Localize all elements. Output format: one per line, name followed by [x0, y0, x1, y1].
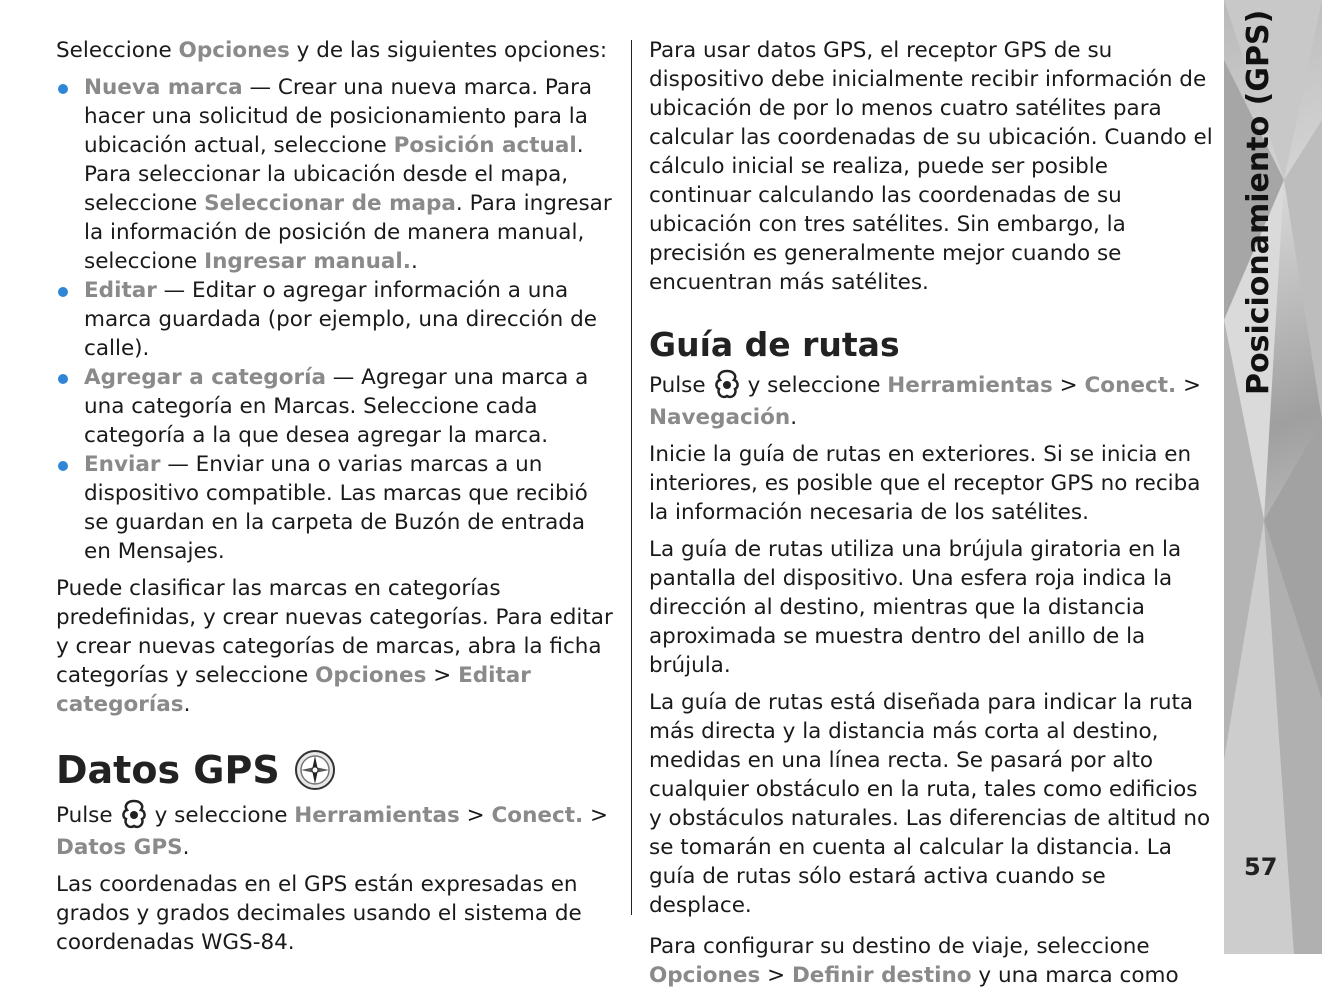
route-paragraph-4: Para configurar su destino de viaje, seleccione Opciones > Definir destino y una marca como [649, 934, 1179, 988]
datos-gps-heading: Datos GPS [56, 747, 618, 793]
route-paragraph-2: La guía de rutas utiliza una brújula giratoria en la pantalla del dispositivo. Una esfera roja indica la dirección al destino, mientras que la distancia aproximada se muestra dentro del anillo de la brújula. [649, 537, 1182, 678]
gps-press-instruction: Pulse y seleccione Herramientas > Conect. > Datos GPS. [56, 799, 618, 862]
gps-coordinates-paragraph: Las coordenadas en el GPS están expresadas en grados y grados decimales usando el sistema de coordenadas WGS-84. [56, 872, 582, 955]
list-item: Enviar — Enviar una o varias marcas a un dispositivo compatible. Las marcas que recibió se guardan en la carpeta de Buzón de entrada en Mensajes. [56, 450, 618, 566]
route-paragraph-1: Inicie la guía de rutas en exteriores. Si se inicia en interiores, es posible que el receptor GPS no reciba la información necesaria de los satélites. [649, 442, 1201, 525]
menu-key-icon [712, 369, 742, 403]
gps-compass-icon [294, 749, 336, 791]
right-column [649, 36, 1213, 998]
list-item: Editar — Editar o agregar información a una marca guardada (por ejemplo, una dirección de calle). [56, 276, 618, 363]
gps-usage-paragraph: Para usar datos GPS, el receptor GPS de su dispositivo debe inicialmente recibir información de ubicación de por lo menos cuatro satélites para calcular las coordenadas de su ubicación. Cuando el cálculo inicial se realiza, puede ser posible continuar calculando las coordenadas de su ubicación con tres satélites. Sin embargo, la precisión es generalmente mejor cuando se encuentran más satélites. [649, 38, 1213, 295]
route-press-instruction: Pulse y seleccione Herramientas > Conect. > Navegación. [649, 369, 1213, 432]
options-list [56, 73, 618, 566]
list-item: Nueva marca — Crear una nueva marca. Para hacer una solicitud de posicionamiento para la ubicación actual, seleccione Posición actual. Para seleccionar la ubicación desde el mapa, seleccione Seleccionar de mapa. Para ingresar la información de posición de manera manual, seleccione Ingresar manual.. [56, 73, 618, 276]
column-divider [631, 40, 632, 915]
classify-paragraph: Puede clasificar las marcas en categorías predefinidas, y crear nuevas categorías. Para editar y crear nuevas categorías de marcas, abra la ficha categorías y seleccione Opciones > Editar categorías. [56, 576, 613, 717]
list-item: Agregar a categoría — Agregar una marca a una categoría en Marcas. Seleccione cada categoría a la que desea agregar la marca. [56, 363, 618, 450]
opciones-link: Opciones [178, 38, 290, 63]
chapter-title: Posicionamiento (GPS) [1241, 9, 1276, 395]
page-number: 57 [1244, 853, 1278, 881]
options-intro: Seleccione Opciones y de las siguientes opciones: [56, 38, 608, 63]
left-column [56, 36, 618, 965]
menu-key-icon [119, 799, 149, 833]
route-paragraph-3: La guía de rutas está diseñada para indicar la ruta más directa y la distancia más corta al destino, medidas en una línea recta. Se pasará por alto cualquier obstáculo en la ruta, tales como edificios y obstáculos naturales. Las diferencias de altitud no se tomarán en cuenta al calcular la distancia. La guía de rutas sólo estará activa cuando se desplace. [649, 690, 1211, 918]
guia-de-rutas-heading: Guía de rutas [649, 325, 900, 364]
